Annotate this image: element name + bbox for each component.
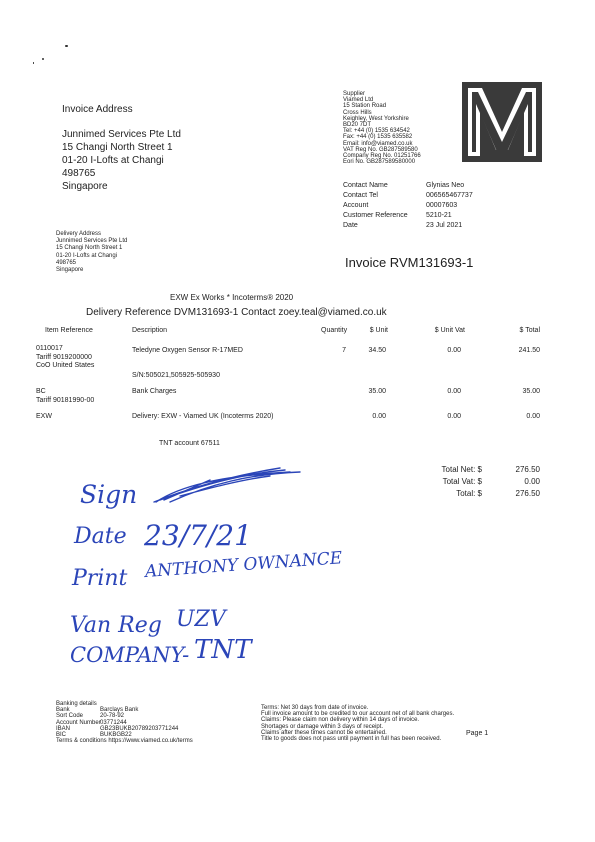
row-quantity: 7 xyxy=(342,347,346,354)
handwritten-company-label: COMPANY- xyxy=(70,643,190,667)
signature-scribble xyxy=(150,466,310,506)
delivery-reference: Delivery Reference DVM131693-1 Contact zoey.teal@viamed.co.uk xyxy=(86,307,387,318)
row-unit: 0.00 xyxy=(372,413,386,420)
bank-label: Account Number xyxy=(56,719,101,726)
table-row xyxy=(36,345,546,385)
supplier-line: Company Reg No. 01251766 xyxy=(343,153,421,160)
contact-label: Contact Tel xyxy=(343,192,378,199)
viamed-logo-icon xyxy=(462,82,542,162)
col-header-total: $ Total xyxy=(519,327,540,334)
row-description: Bank Charges xyxy=(132,388,177,395)
supplier-line: 15 Station Road xyxy=(343,103,387,110)
total-label: Total Net: $ xyxy=(441,465,482,474)
handwritten-van-label: Van Reg xyxy=(70,613,162,638)
row-ref-line: CoO United States xyxy=(36,362,95,369)
incoterms: EXW Ex Works * Incoterms® 2020 xyxy=(170,293,294,302)
supplier-block xyxy=(343,91,421,165)
supplier-line: VAT Reg No. GB287589580 xyxy=(343,146,418,153)
bank-label: IBAN xyxy=(56,725,71,732)
supplier-line: Supplier xyxy=(343,91,366,97)
supplier-line: Viamed Ltd xyxy=(343,97,374,104)
total-row xyxy=(380,476,540,488)
handwritten-date-value: 23/7/21 xyxy=(144,519,252,552)
handwritten-sign-label: Sign xyxy=(80,480,138,509)
bank-label: BIC xyxy=(56,732,67,739)
delivery-address-line: Singapore xyxy=(56,267,84,274)
bank-value: GB23BUKB20789203771244 xyxy=(100,725,179,732)
invoice-title: Invoice RVM131693-1 xyxy=(345,255,474,270)
row-total: 35.00 xyxy=(522,388,540,395)
row-unit: 35.00 xyxy=(368,388,386,395)
delivery-address-line: 498765 xyxy=(56,259,77,266)
bank-value: BUKBGB22 xyxy=(100,732,132,739)
contact-value: 006565467737 xyxy=(426,192,473,199)
total-value: 276.50 xyxy=(515,489,540,498)
row-unit-vat: 0.00 xyxy=(447,347,461,354)
supplier-line: Email: info@viamed.co.uk xyxy=(343,140,413,147)
total-row xyxy=(380,488,540,500)
scan-speck xyxy=(65,45,68,47)
invoice-address-line: Junnimed Services Pte Ltd xyxy=(62,129,181,140)
contact-label: Account xyxy=(343,202,369,209)
contact-label: Customer Reference xyxy=(343,212,408,219)
terms-line: Full invoice amount to be credited to our account net of all bank charges. xyxy=(261,711,455,718)
row-ref-line: BC xyxy=(36,388,46,395)
scan-speck xyxy=(33,62,34,64)
bank-label: Sort Code xyxy=(56,713,84,720)
contact-label: Contact Name xyxy=(343,182,388,189)
total-value: 0.00 xyxy=(524,477,540,486)
contact-label: Date xyxy=(343,222,358,229)
contact-row xyxy=(343,191,473,201)
handwritten-van-value: UZV xyxy=(176,607,226,632)
terms-line: Title to goods does not pass until payment in full has been received. xyxy=(261,736,442,743)
col-header-unit-vat: $ Unit Vat xyxy=(434,327,465,334)
contact-row xyxy=(343,181,473,191)
bank-value: Barclays Bank xyxy=(100,707,139,714)
invoice-address-line: 498765 xyxy=(62,168,96,179)
banking-heading: Banking details xyxy=(56,701,97,707)
col-header-quantity: Quantity xyxy=(321,327,348,334)
invoice-address-line: 01-20 I-Lofts at Changi xyxy=(62,155,164,166)
table-note: TNT account 67511 xyxy=(159,440,220,447)
contact-details xyxy=(343,181,473,231)
table-row xyxy=(36,413,546,423)
row-ref-line: EXW xyxy=(36,413,52,420)
row-extra: S/N:505021,505925-505930 xyxy=(132,372,220,379)
invoice-address-heading: Invoice Address xyxy=(62,104,133,115)
viamed-logo xyxy=(462,82,542,162)
delivery-address xyxy=(56,231,127,274)
supplier-line: BD20 7DT xyxy=(343,122,372,129)
row-total: 241.50 xyxy=(518,347,540,354)
contact-row xyxy=(343,211,473,221)
invoice-address-line: Singapore xyxy=(62,181,108,192)
row-unit-vat: 0.00 xyxy=(447,413,461,420)
row-ref-line: 0110017 xyxy=(36,345,63,352)
contact-value: Glynias Neo xyxy=(426,182,465,189)
page-number: Page 1 xyxy=(466,730,489,737)
supplier-line: Eori No. GB287589580000 xyxy=(343,159,416,166)
total-row xyxy=(380,464,540,476)
row-ref-line: Tariff 9019200000 xyxy=(36,353,92,361)
handwritten-date-label: Date xyxy=(74,524,127,549)
contact-row xyxy=(343,201,473,211)
bank-value: 20-78-92 xyxy=(100,713,125,720)
handwritten-print-label: Print xyxy=(72,566,128,591)
terms-line: Claims after these times cannot be entertained. xyxy=(261,729,387,736)
supplier-line: Keighley, West Yorkshire xyxy=(343,115,409,122)
bank-value: 03771244 xyxy=(100,719,127,726)
handwritten-print-value: ANTHONY OWNANCE xyxy=(144,548,343,582)
terms-line: Terms: Net 30 days from date of invoice. xyxy=(261,705,369,711)
contact-value: 00007603 xyxy=(426,202,458,209)
invoice-address-block xyxy=(62,128,181,193)
delivery-address-line: 15 Changi North Street 1 xyxy=(56,245,123,252)
terms-block xyxy=(261,705,454,742)
table-row xyxy=(36,388,546,406)
delivery-address-line: Junnimed Services Pte Ltd xyxy=(56,238,128,245)
row-description: Delivery: EXW - Viamed UK (Incoterms 2020) xyxy=(132,413,274,420)
supplier-line: Tel: +44 (0) 1535 634542 xyxy=(343,128,410,135)
row-description: Teledyne Oxygen Sensor R-17MED xyxy=(132,347,243,354)
terms-line: Claims: Please claim non delivery within 14 days of invoice. xyxy=(261,717,420,724)
row-ref-line: Tariff 90181990-00 xyxy=(36,396,95,404)
contact-value: 5210-21 xyxy=(426,212,452,219)
supplier-line: Fax: +44 (0) 1535 635582 xyxy=(343,134,413,141)
handwritten-company-value: TNT xyxy=(194,635,252,665)
col-header-item-ref: Item Reference xyxy=(45,327,93,334)
contact-row xyxy=(343,221,473,231)
invoice-address-line: 15 Changi North Street 1 xyxy=(62,142,173,153)
total-label: Total: $ xyxy=(456,489,482,498)
bank-label: Bank xyxy=(56,707,70,714)
delivery-address-line: 01-20 I-Lofts at Changi xyxy=(56,252,118,259)
row-total: 0.00 xyxy=(526,413,540,420)
scan-speck xyxy=(42,58,44,60)
col-header-description: Description xyxy=(132,327,168,334)
banking-details xyxy=(56,701,193,744)
total-value: 276.50 xyxy=(515,465,540,474)
terms-line: Shortages or damage within 3 days of receipt. xyxy=(261,723,384,730)
row-ref xyxy=(36,345,94,371)
delivery-address-line: Delivery Address xyxy=(56,231,102,237)
total-label: Total Vat: $ xyxy=(442,477,482,486)
terms-link[interactable]: Terms & conditions https://www.viamed.co.uk/terms xyxy=(56,738,193,745)
totals-block xyxy=(380,464,540,500)
supplier-line: Cross Hills xyxy=(343,109,372,116)
row-unit-vat: 0.00 xyxy=(447,388,461,395)
contact-value: 23 Jul 2021 xyxy=(426,222,463,229)
row-ref xyxy=(36,388,94,405)
col-header-unit: $ Unit xyxy=(369,327,388,334)
row-unit: 34.50 xyxy=(368,347,386,354)
